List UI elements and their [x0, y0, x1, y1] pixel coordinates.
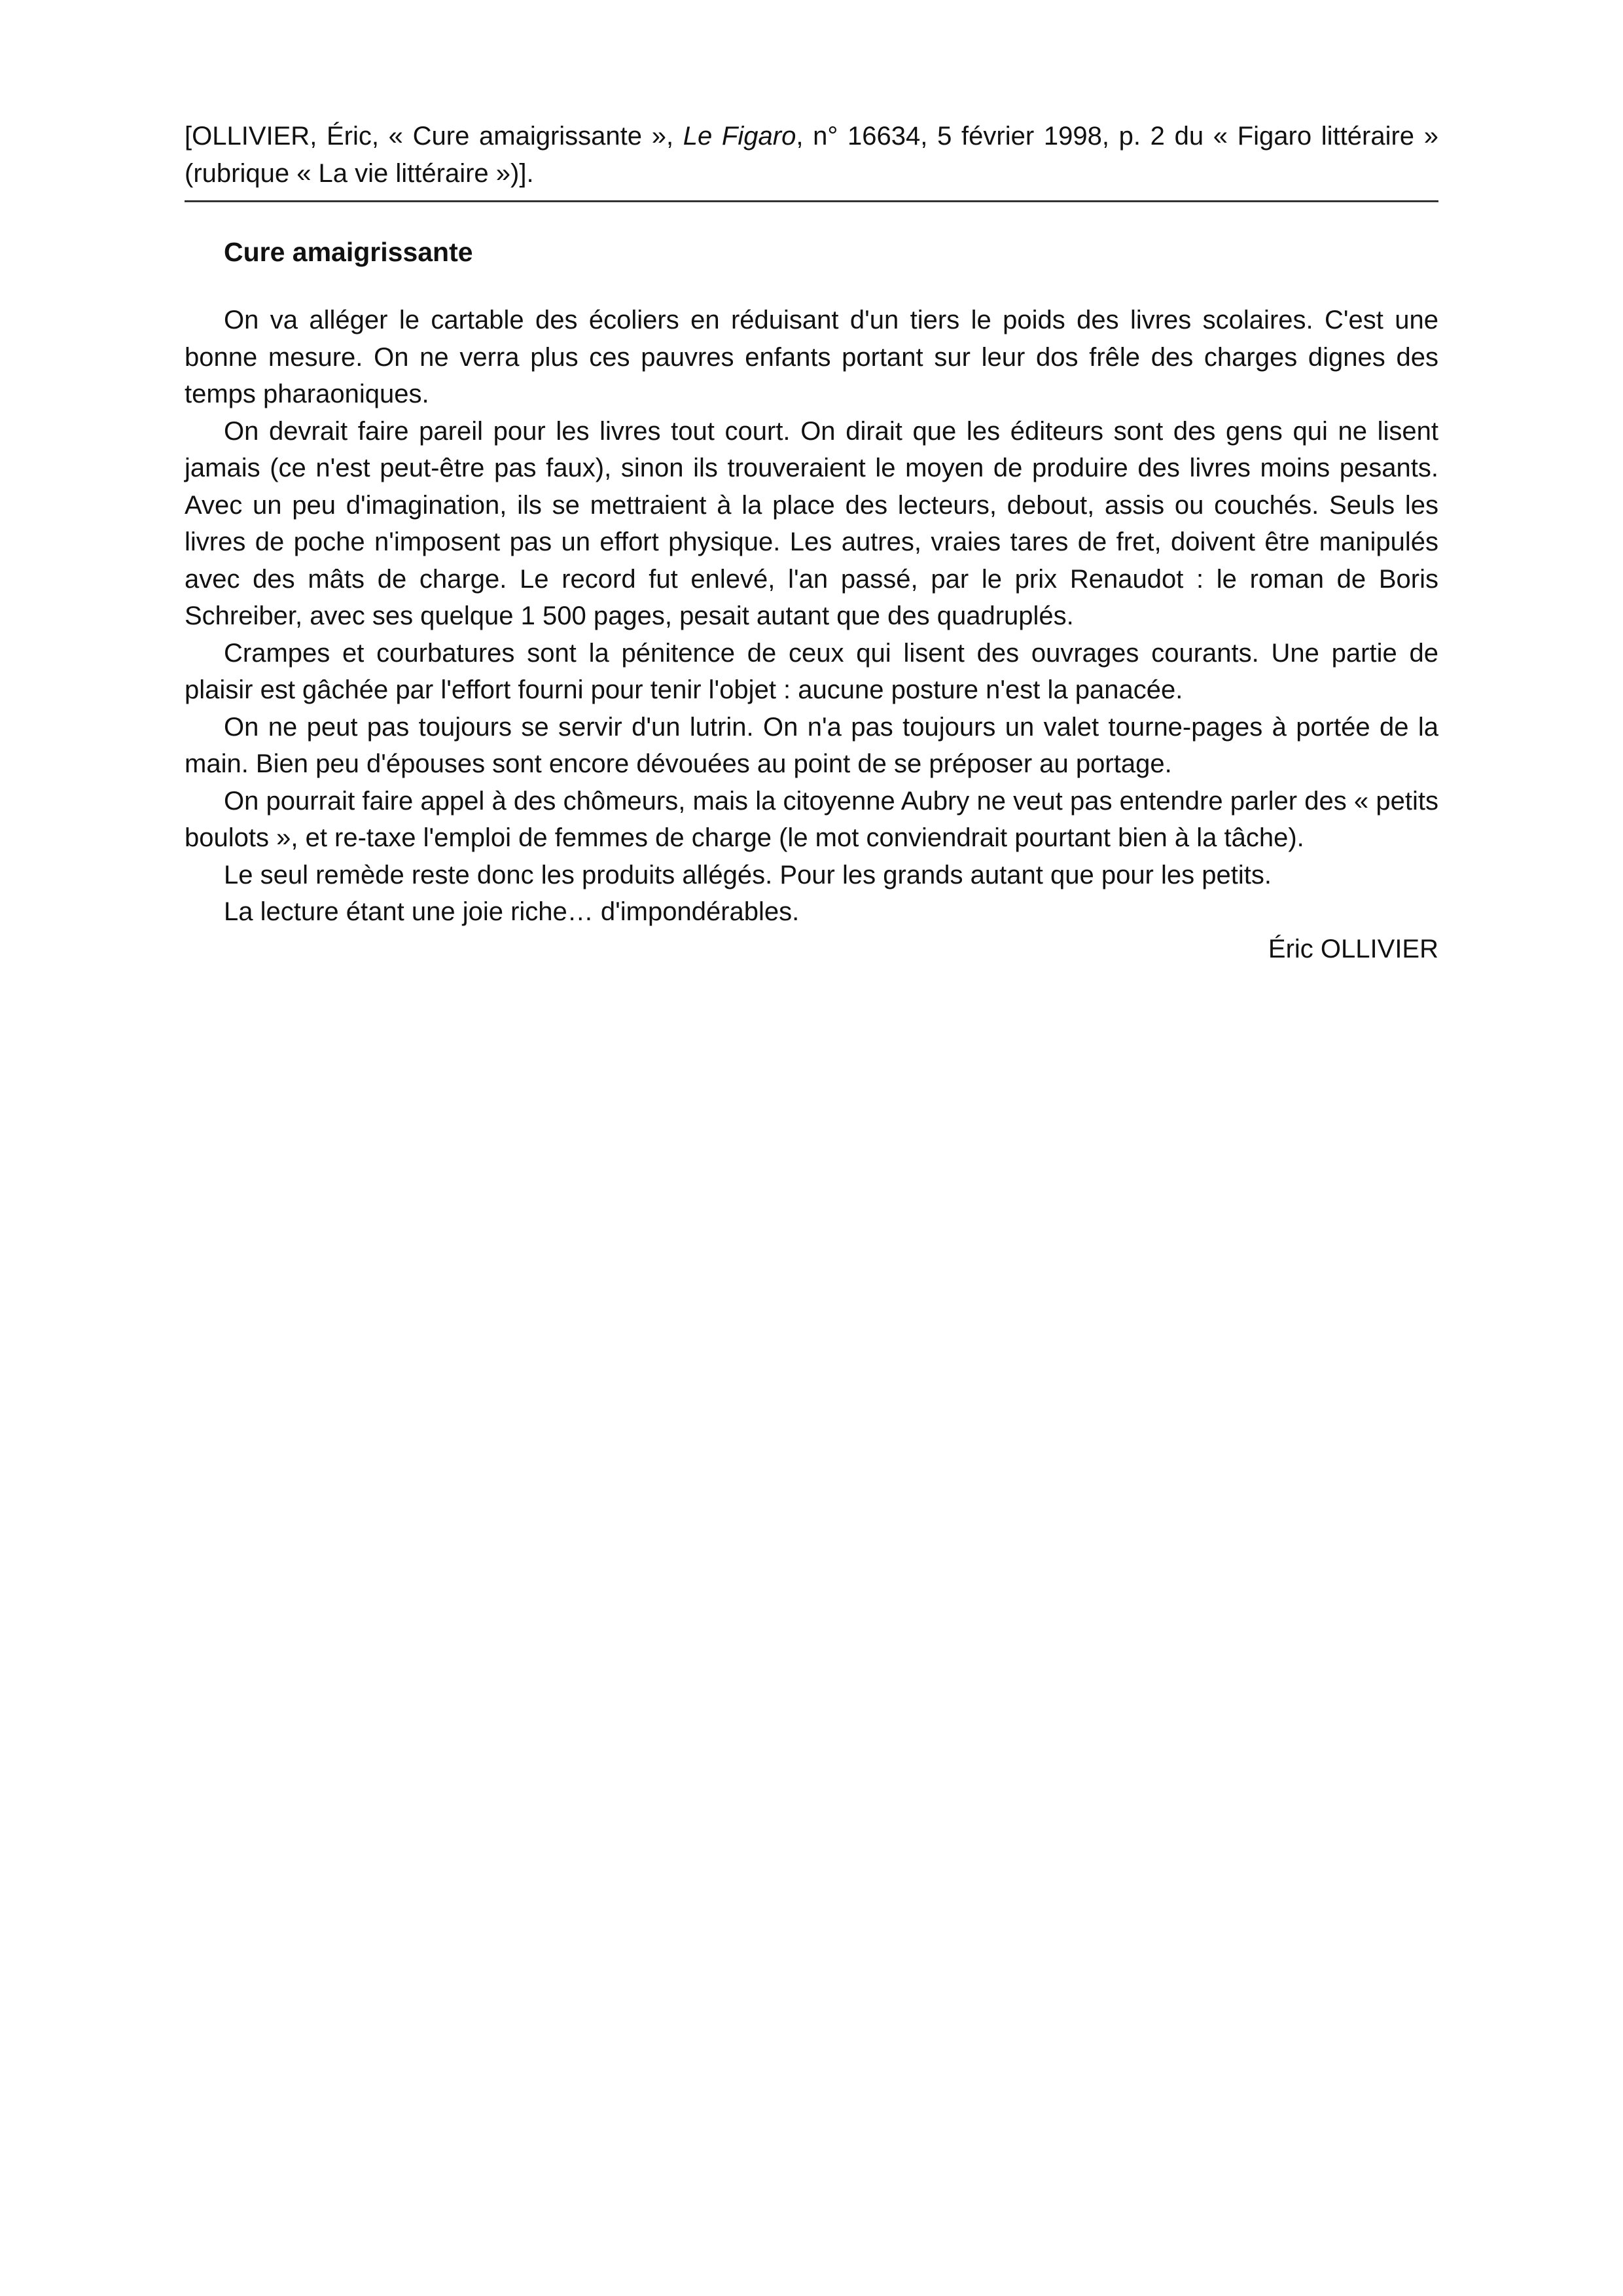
article-paragraph-7: La lecture étant une joie riche… d'impondérables. [224, 897, 800, 926]
article-paragraph-2: On devrait faire pareil pour les livres tout court. On dirait que les éditeurs sont des gens qui ne lisent jamais (ce n'est peut-être pas faux), sinon ils trouveraient le moyen de produire des livres moins pesants. Avec un peu d'imagination, ils se mettraient à la place des lecteurs, debout, assis ou couchés. Seuls les livres de poche n'imposent pas un effort physique. Les autres, vraies tares de fret, doivent être manipulés avec des mâts de charge. Le record fut enlevé, l'an passé, par le prix Renaudot : le roman de Boris Schreiber, avec ses quelque 1 500 pages, pesait autant que des quadruplés. [185, 416, 1438, 630]
article-paragraph-5: On pourrait faire appel à des chômeurs, mais la citoyenne Aubry ne veut pas entendre parler des « petits boulots », et re-taxe l'emploi de femmes de charge (le mot conviendrait pourtant bien à la tâche). [185, 786, 1438, 852]
article-paragraph-6: Le seul remède reste donc les produits allégés. Pour les grands autant que pour les petits. [224, 860, 1272, 889]
article-title: Cure amaigrissante [224, 237, 473, 267]
article-body [185, 302, 1438, 967]
author-signature: Éric OLLIVIER [1268, 934, 1438, 963]
citation-text-start: [OLLIVIER, Éric, « Cure amaigrissante », [185, 122, 683, 151]
article-paragraph-4: On ne peut pas toujours se servir d'un lutrin. On n'a pas toujours un valet tourne-pages à portée de la main. Bien peu d'épouses sont encore dévouées au point de se préposer au portage. [185, 712, 1438, 778]
article-paragraph-1: On va alléger le cartable des écoliers en réduisant d'un tiers le poids des livres scolaires. C'est une bonne mesure. On ne verra plus ces pauvres enfants portant sur leur dos frêle des charges dignes des temps pharaoniques. [185, 306, 1438, 408]
citation-header [185, 118, 1438, 202]
citation-text-end: , n° 16634, 5 février 1998, p. 2 du « Figaro littéraire » (rubrique « La vie littéraire »)]. [185, 122, 1438, 188]
citation-newspaper-name: Le Figaro [683, 122, 796, 151]
document-page [185, 118, 1438, 967]
article-paragraph-3: Crampes et courbatures sont la pénitence de ceux qui lisent des ouvrages courants. Une partie de plaisir est gâchée par l'effort fourni pour tenir l'objet : aucune posture n'est la panacée. [185, 638, 1438, 704]
